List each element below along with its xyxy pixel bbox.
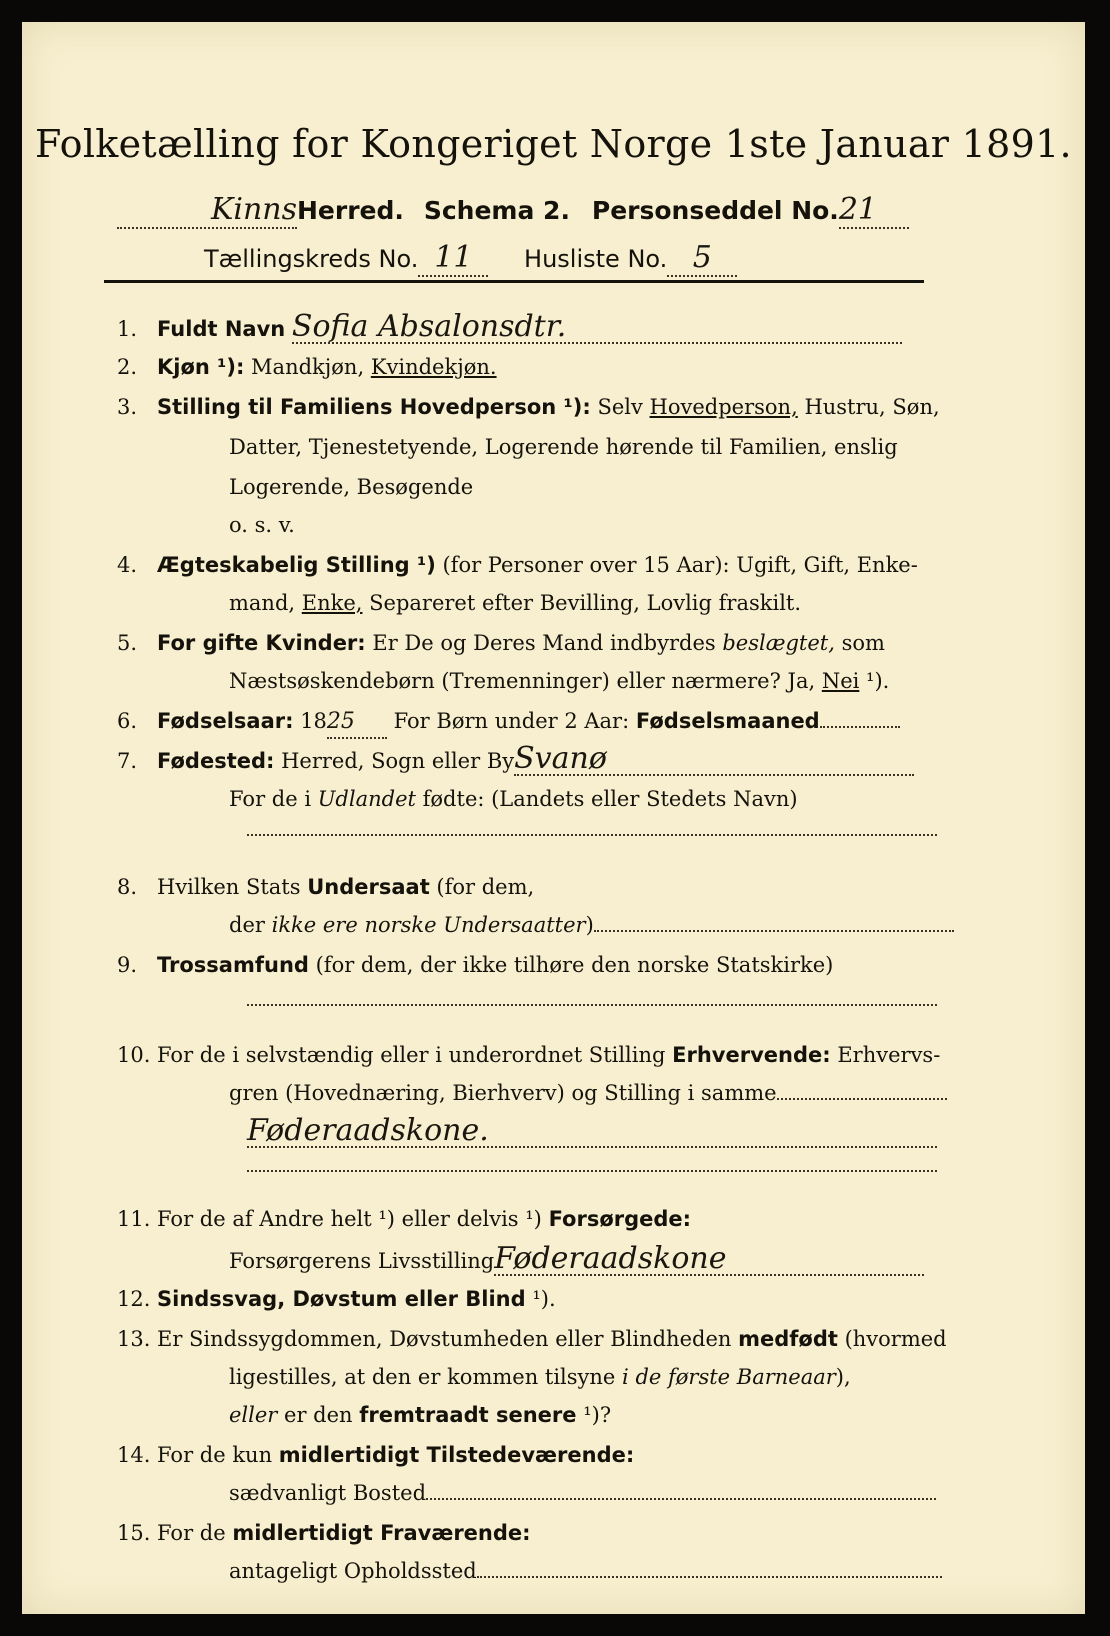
question-1: 1. Fuldt Navn Sofia Absalonsdtr. bbox=[117, 312, 902, 344]
question-11: 11. For de af Andre helt ¹) eller delvis ¹) Forsørgede: bbox=[117, 1207, 692, 1231]
q3-line-4: o. s. v. bbox=[229, 513, 295, 537]
form-title: Folketælling for Kongeriget Norge 1ste Januar 1891. bbox=[35, 122, 1072, 166]
taellingskreds-line bbox=[204, 240, 737, 277]
schema-label: Schema 2. bbox=[423, 196, 570, 225]
question-2: 2. Kjøn ¹): Mandkjøn, Kvindekjøn. bbox=[117, 355, 497, 379]
q9-fill-line bbox=[247, 1002, 937, 1006]
question-12: 12. Sindssvag, Døvstum eller Blind ¹). bbox=[117, 1287, 556, 1311]
q15-line-2: antageligt Opholdssted bbox=[229, 1556, 942, 1586]
personseddel-value: 21 bbox=[839, 192, 909, 229]
q3-line-2: Datter, Tjenestetyende, Logerende hørende til Familien, enslig bbox=[229, 435, 898, 459]
q7-line-2: For de i Udlandet fødte: (Landets eller Stedets Navn) bbox=[229, 787, 798, 811]
herred-label: Herred. bbox=[297, 196, 404, 225]
q10-line-2: gren (Hovednæring, Bierhverv) og Stilling i samme bbox=[229, 1078, 947, 1108]
q10-answer-line bbox=[247, 1113, 937, 1148]
question-6: 6. Fødselsaar: 1825 For Børn under 2 Aar: Fødselsmaaned bbox=[117, 706, 900, 739]
question-15: 15. For de midlertidigt Fraværende: bbox=[117, 1521, 531, 1545]
q5-selected: Nei bbox=[821, 669, 860, 693]
q4-selected: Enke, bbox=[301, 591, 363, 615]
q3-selected: Hovedperson, bbox=[649, 395, 798, 419]
q7-fill-line bbox=[247, 832, 937, 836]
q11-line-2: Forsørgerens LivsstillingFøderaadskone bbox=[229, 1244, 924, 1276]
personseddel-label: Personseddel No. bbox=[591, 196, 839, 225]
husliste-label: Husliste No. bbox=[524, 245, 668, 273]
q13-line-2: ligestilles, at den er kommen tilsyne i de første Barneaar), bbox=[229, 1365, 851, 1389]
taellingskreds-value: 11 bbox=[418, 240, 488, 277]
question-9: 9. Trossamfund (for dem, der ikke tilhøre den norske Statskirke) bbox=[117, 953, 834, 977]
q5-line-2: Næstsøskendebørn (Tremenninger) eller nærmere? Ja, Nei ¹). bbox=[229, 669, 890, 693]
q7-answer: Svanø bbox=[514, 744, 914, 776]
q3-line-3: Logerende, Besøgende bbox=[229, 475, 474, 499]
q10-answer: Føderaadskone. bbox=[247, 1116, 937, 1148]
q10-fill-line bbox=[247, 1168, 937, 1172]
husliste-value: 5 bbox=[667, 240, 737, 277]
herred-line bbox=[117, 192, 909, 229]
header-rule bbox=[104, 280, 924, 283]
q11-answer: Føderaadskone bbox=[494, 1244, 924, 1276]
question-5: 5. For gifte Kvinder: Er De og Deres Mand indbyrdes beslægtet, som bbox=[117, 631, 885, 655]
q1-label: Fuldt Navn bbox=[157, 317, 286, 341]
question-3: 3. Stilling til Familiens Hovedperson ¹): Selv Hovedperson, Hustru, Søn, bbox=[117, 395, 940, 419]
q14-line-2: sædvanligt Bosted bbox=[229, 1478, 936, 1508]
question-13: 13. Er Sindssygdommen, Døvstumheden eller Blindheden medfødt (hvormed bbox=[117, 1327, 947, 1351]
census-form-page bbox=[22, 22, 1085, 1614]
herred-value: Kinns bbox=[117, 192, 297, 229]
q13-line-3: eller er den fremtraadt senere ¹)? bbox=[229, 1403, 612, 1427]
q8-line-2: der ikke ere norske Undersaatter) bbox=[229, 910, 954, 940]
question-7: 7. Fødested: Herred, Sogn eller BySvanø bbox=[117, 744, 914, 776]
question-10: 10. For de i selvstændig eller i underordnet Stilling Erhvervende: Erhvervs- bbox=[117, 1043, 941, 1067]
q6-answer: 25 bbox=[327, 707, 387, 739]
question-8: 8. Hvilken Stats Undersaat (for dem, bbox=[117, 875, 535, 899]
question-4: 4. Ægteskabelig Stilling ¹) (for Personer over 15 Aar): Ugift, Gift, Enke- bbox=[117, 553, 918, 577]
taellingskreds-label: Tællingskreds No. bbox=[204, 245, 419, 273]
q4-line-2: mand, Enke, Separeret efter Bevilling, Lovlig fraskilt. bbox=[229, 591, 802, 615]
question-14: 14. For de kun midlertidigt Tilstedeværende: bbox=[117, 1443, 635, 1467]
q2-selected: Kvindekjøn. bbox=[370, 355, 497, 379]
q1-answer: Sofia Absalonsdtr. bbox=[292, 312, 902, 344]
